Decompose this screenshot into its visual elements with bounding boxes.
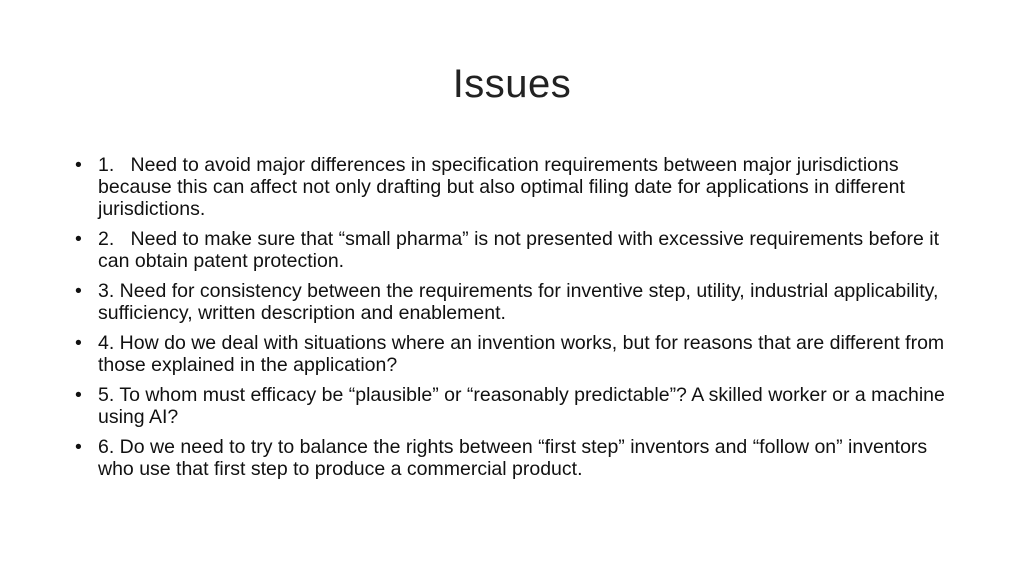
bullet-icon: •	[75, 436, 82, 458]
bullet-text-5: 5. To whom must efficacy be “plausible” or “reasonably predictable”? A skilled worker or a machine using AI?	[98, 384, 951, 428]
bullet-icon: •	[75, 280, 82, 302]
bullet-icon: •	[75, 154, 82, 176]
bullet-text-3: 3. Need for consistency between the requirements for inventive step, utility, industrial applicability, sufficiency, written description and enablement.	[98, 280, 944, 324]
bullet-text-2: 2. Need to make sure that “small pharma” is not presented with excessive requirements before it can obtain patent protection.	[98, 228, 945, 272]
bullet-item-6	[70, 436, 950, 480]
bullet-list	[70, 154, 950, 488]
bullet-item-2	[70, 228, 950, 272]
bullet-text-4: 4. How do we deal with situations where an invention works, but for reasons that are different from those explained in the application?	[98, 332, 950, 376]
bullet-text-6: 6. Do we need to try to balance the rights between “first step” inventors and “follow on” inventors who use that first step to produce a commercial product.	[98, 436, 933, 480]
bullet-icon: •	[75, 228, 82, 250]
bullet-icon: •	[75, 384, 82, 406]
bullet-item-5	[70, 384, 950, 428]
bullet-item-1	[70, 154, 950, 220]
bullet-item-4	[70, 332, 950, 376]
bullet-text-1: 1. Need to avoid major differences in specification requirements between major jurisdictions because this can affect not only drafting but also optimal filing date for applications in different jurisdictions.	[98, 154, 911, 220]
bullet-icon: •	[75, 332, 82, 354]
slide-title: Issues	[452, 62, 572, 106]
bullet-item-3	[70, 280, 950, 324]
